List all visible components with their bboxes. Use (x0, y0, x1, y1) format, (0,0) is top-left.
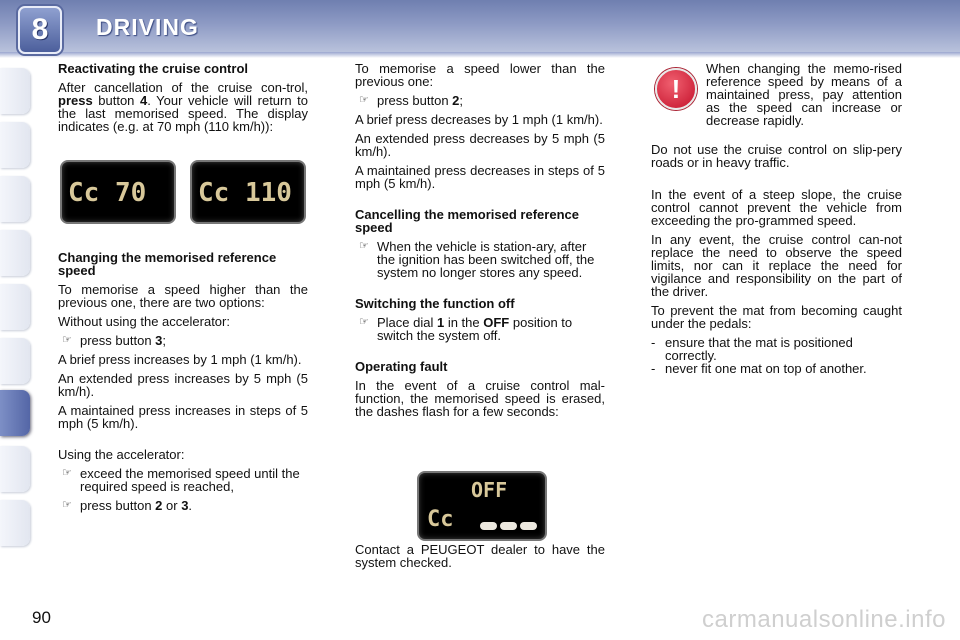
dash-segment (520, 522, 537, 530)
list-item: ☞ press button 3; (62, 333, 167, 348)
paragraph: In the event of a steep slope, the cruise control cannot prevent the vehicle from exceeding the pro-grammed speed. (651, 187, 902, 228)
chapter-tab[interactable] (0, 122, 30, 168)
paragraph: To memorise a speed higher than the previous one, there are two options: (58, 282, 308, 310)
dashes-indicator (477, 517, 537, 535)
watermark: carmanualsonline.info (702, 606, 946, 633)
paragraph: Without using the accelerator: (58, 314, 230, 329)
column-middle (355, 62, 605, 424)
pointing-hand-icon: ☞ (62, 334, 72, 346)
chapter-tab[interactable] (0, 230, 30, 276)
chapter-tab[interactable] (0, 284, 30, 330)
heading-fault: Operating fault (355, 359, 448, 374)
display-fault (417, 471, 547, 541)
list-item: ☞ Place dial 1 in the OFF position to switch the system off. (359, 315, 573, 343)
paragraph: A maintained press decreases in steps of 5 mph (5 km/h). (355, 163, 605, 191)
heading-switching: Switching the function off (355, 296, 515, 311)
paragraph: Using the accelerator: (58, 447, 185, 462)
display-fault-cc-text: Cc (427, 507, 454, 532)
list-item: - never fit one mat on top of another. (651, 361, 867, 376)
list-item: ☞ press button 2 or 3. (62, 498, 193, 513)
column-left-lower (58, 251, 308, 518)
heading-changing: Changing the memorised reference speed (58, 250, 277, 278)
page-number: 90 (32, 608, 51, 627)
pointing-hand-icon: ☞ (62, 467, 72, 479)
display-fault-off-text: OFF (471, 478, 508, 502)
column-left (58, 62, 308, 139)
display-70-text: Cc 70 (68, 178, 147, 208)
dash-segment (500, 522, 517, 530)
paragraph-reactivating: After cancellation of the cruise con-trol, press button 4. Your vehicle will return to the last memorised speed. The display indicates (e.g. at 70 mph (110 km/h)): (58, 80, 308, 134)
warning-note (706, 62, 902, 133)
paragraph: Do not use the cruise control on slip-pery roads or in heavy traffic. (651, 142, 902, 170)
chapter-tab[interactable] (0, 68, 30, 114)
chapter-number-badge: 8 (18, 6, 62, 54)
list-item: ☞ exceed the memorised speed until the required speed is reached, (62, 466, 300, 494)
pointing-hand-icon: ☞ (62, 499, 72, 511)
chapter-tab-active[interactable] (0, 390, 30, 436)
list-item: ☞ press button 2; (359, 93, 464, 108)
chapter-tab[interactable] (0, 500, 30, 546)
paragraph: A brief press increases by 1 mph (1 km/h). (58, 352, 302, 367)
header-divider (0, 52, 960, 58)
pointing-hand-icon: ☞ (359, 316, 369, 328)
chapter-tab[interactable] (0, 338, 30, 384)
paragraph: In the event of a cruise control mal-function, the memorised speed is erased, the dashes flash for a few seconds: (355, 378, 605, 419)
heading-cancelling: Cancelling the memorised reference speed (355, 207, 579, 235)
chapter-tab[interactable] (0, 176, 30, 222)
paragraph: A maintained press increases in steps of 5 mph (5 km/h). (58, 403, 308, 431)
dash-segment (480, 522, 497, 530)
display-70 (60, 160, 176, 224)
display-110 (190, 160, 306, 224)
list-item: ☞ When the vehicle is station-ary, after the ignition has been switched off, the system no longer stores any speed. (359, 239, 595, 280)
chapter-tab[interactable] (0, 446, 30, 492)
paragraph-warning: When changing the memo-rised reference speed by means of a maintained press, pay attention as the speed can increase or decrease rapidly. (706, 61, 902, 128)
paragraph: To prevent the mat from becoming caught under the pedals: (651, 303, 902, 331)
paragraph: An extended press decreases by 5 mph (5 km/h). (355, 131, 605, 159)
paragraph: To memorise a speed lower than the previous one: (355, 61, 605, 89)
list-item: - ensure that the mat is positioned correctly. (651, 335, 853, 363)
paragraph: A brief press decreases by 1 mph (1 km/h). (355, 112, 603, 127)
column-right (651, 143, 902, 375)
paragraph: In any event, the cruise control can-not replace the need to observe the speed limits, nor can it replace the need for vigilance and responsibility on the part of the driver. (651, 232, 902, 299)
column-middle-lower (355, 543, 605, 575)
pointing-hand-icon: ☞ (359, 240, 369, 252)
chapter-title: DRIVING (96, 14, 199, 40)
paragraph: Contact a PEUGEOT dealer to have the system checked. (355, 542, 605, 570)
warning-icon: ! (655, 68, 697, 110)
heading-reactivating: Reactivating the cruise control (58, 61, 248, 76)
display-110-text: Cc 110 (198, 178, 292, 208)
paragraph: An extended press increases by 5 mph (5 km/h). (58, 371, 308, 399)
pointing-hand-icon: ☞ (359, 94, 369, 106)
